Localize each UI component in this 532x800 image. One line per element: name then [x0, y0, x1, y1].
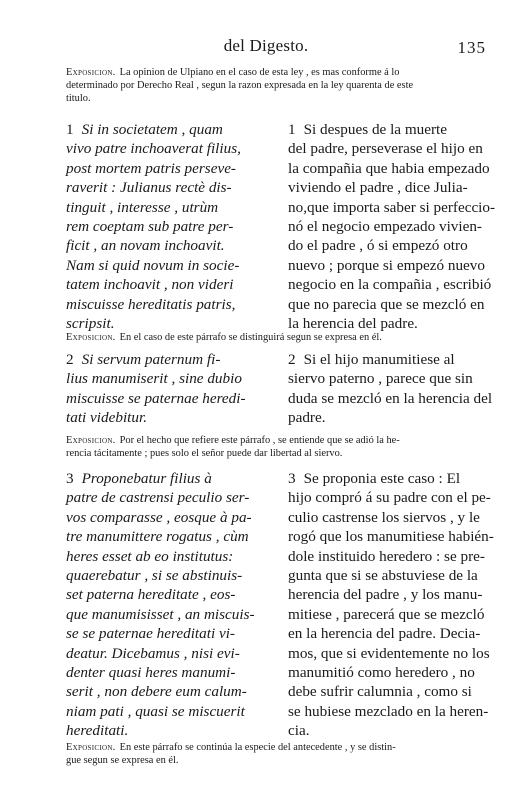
spanish-line: del padre, perseverase el hijo en [288, 140, 483, 158]
latin-line: tinguit , interesse , utrùm [66, 198, 219, 216]
latin-line: vivo patre inchoaverat filius, [66, 140, 241, 158]
spanish-line: nó el negocio empezado vivien- [288, 218, 482, 236]
latin-line: hereditati. [66, 722, 129, 740]
exposition-note-4 [66, 741, 476, 767]
running-title: del Digesto. [223, 36, 309, 55]
spanish-line: cia. [288, 722, 310, 740]
exposition-line: rencia tácitamente ; pues solo el señor puede dar libertad al siervo. [66, 448, 343, 459]
latin-line: miscuisse hereditatis patris, [66, 295, 236, 313]
spanish-line: Si despues de la muerte [303, 121, 447, 138]
latin-line: miscuisse se paternae heredi- [66, 389, 246, 407]
section-number: 1 [288, 121, 296, 138]
latin-text-section-2 [66, 350, 260, 428]
exposition-label: Exposicion. [66, 332, 116, 343]
section-number: 3 [288, 470, 296, 487]
spanish-line: que no parecia que se mezcló en [288, 295, 485, 313]
section-number: 2 [288, 351, 296, 368]
spanish-line: siervo paterno , parece que sin [288, 370, 473, 388]
spanish-line: rogó que los manumitiese habién- [288, 528, 494, 546]
latin-line: patre de castrensi peculio ser- [66, 489, 250, 507]
latin-line: raverit : Julianus rectè dis- [66, 179, 232, 197]
latin-line: ficit , an novam inchoavit. [66, 237, 225, 255]
spanish-line: en la herencia del padre. Decia- [288, 625, 481, 643]
latin-line: tatem inchoavit , non videri [66, 276, 234, 294]
spanish-line: nuevo ; porque si empezó nuevo [288, 256, 485, 274]
exposition-note-1 [66, 66, 476, 105]
spanish-line: gunta que si se abstuviese de la [288, 567, 478, 585]
spanish-line: debe sufrir calumnia , como si [288, 683, 472, 701]
spanish-line: negocio en la compañia , escribió [288, 276, 492, 294]
exposition-label: Exposicion. [66, 742, 116, 753]
latin-line: heres esset ab eo institutus: [66, 547, 234, 565]
latin-line: tati videbitur. [66, 409, 147, 427]
latin-line: niam pati , quasi se miscuerit [66, 702, 245, 720]
latin-line: Si in societatem , quam [81, 121, 223, 138]
spanish-line: culio castrense los siervos , y le [288, 508, 480, 526]
exposition-line: determinado por Derecho Real , segun la razon expresada en la ley quarenta de este [66, 80, 414, 91]
latin-line: set paterna hereditate , eos- [66, 586, 236, 604]
exposition-line: Por el hecho que refiere este párrafo , se entiende que se adió la he- [119, 435, 400, 446]
spanish-line: la compañia que habia empezado [288, 159, 490, 177]
latin-line: tre manumittere rogatus , cùm [66, 528, 249, 546]
exposition-line: gue segun se expresa en él. [66, 755, 179, 766]
spanish-line: mos, que si evidentemente no los [288, 644, 490, 662]
exposition-line: En este párrafo se continúa la especie del antecedente , y se distin- [119, 742, 396, 753]
exposition-line: En el caso de este párrafo se distinguirá segun se expresa en él. [119, 332, 382, 343]
latin-line: quaerebatur , si se abstinuis- [66, 567, 243, 585]
latin-line: Si servum paternum fi- [81, 351, 221, 368]
section-number: 1 [66, 121, 74, 138]
latin-line: denter quasi heres manumi- [66, 664, 236, 682]
latin-text-section-1 [66, 120, 260, 333]
spanish-line: Si el hijo manumitiese al [303, 351, 455, 368]
spanish-line: manumitió como heredero , no [288, 664, 475, 682]
section-number: 2 [66, 351, 74, 368]
latin-line: lius manumiserit , sine dubio [66, 370, 242, 388]
spanish-line: se hubiese mezclado en la heren- [288, 702, 489, 720]
spanish-text-section-2 [288, 350, 493, 428]
spanish-line: do el padre , ó si empezó otro [288, 237, 468, 255]
spanish-line: viviendo el padre , dice Julia- [288, 179, 468, 197]
spanish-line: herencia del padre , y los manu- [288, 586, 483, 604]
latin-line: que manumisisset , an miscuis- [66, 605, 255, 623]
latin-line: post mortem patris perseve- [66, 159, 236, 177]
exposition-label: Exposicion. [66, 67, 116, 78]
exposition-note-2 [66, 331, 476, 344]
spanish-line: duda se mezcló en la herencia del [288, 389, 493, 407]
latin-line: vos comparasse , eosque à pa- [66, 508, 252, 526]
latin-line: deatur. Dicebamus , nisi evi- [66, 644, 240, 662]
spanish-text-section-1 [288, 120, 496, 333]
exposition-line: La opinion de Ulpiano en el caso de esta ley , es mas conforme á lo [119, 67, 400, 78]
exposition-line: titulo. [66, 93, 91, 104]
latin-line: rem coeptam sub patre per- [66, 218, 234, 236]
spanish-text-section-3 [288, 469, 494, 741]
latin-line: Proponebatur filius à [81, 470, 212, 487]
spanish-line: dole instituido heredero : se pre- [288, 547, 485, 565]
latin-line: se se paternae hereditati vi- [66, 625, 235, 643]
latin-line: scripsit. [66, 315, 115, 333]
spanish-line: mitiese , parecerá que se mezcló [288, 605, 485, 623]
spanish-line: la herencia del padre. [288, 315, 418, 333]
spanish-line: padre. [288, 409, 326, 427]
latin-line: Nam si quid novum in socie- [66, 256, 240, 274]
spanish-line: no,que importa saber si perfeccio- [288, 198, 496, 216]
spanish-line: hijo compró á su padre con el pe- [288, 489, 491, 507]
section-number: 3 [66, 470, 74, 487]
latin-text-section-3 [66, 469, 260, 741]
exposition-label: Exposicion. [66, 435, 116, 446]
page-number: 135 [457, 38, 486, 57]
spanish-line: Se proponia este caso : El [303, 470, 461, 487]
exposition-note-3 [66, 434, 476, 460]
latin-line: serit , non debere eum calum- [66, 683, 247, 701]
